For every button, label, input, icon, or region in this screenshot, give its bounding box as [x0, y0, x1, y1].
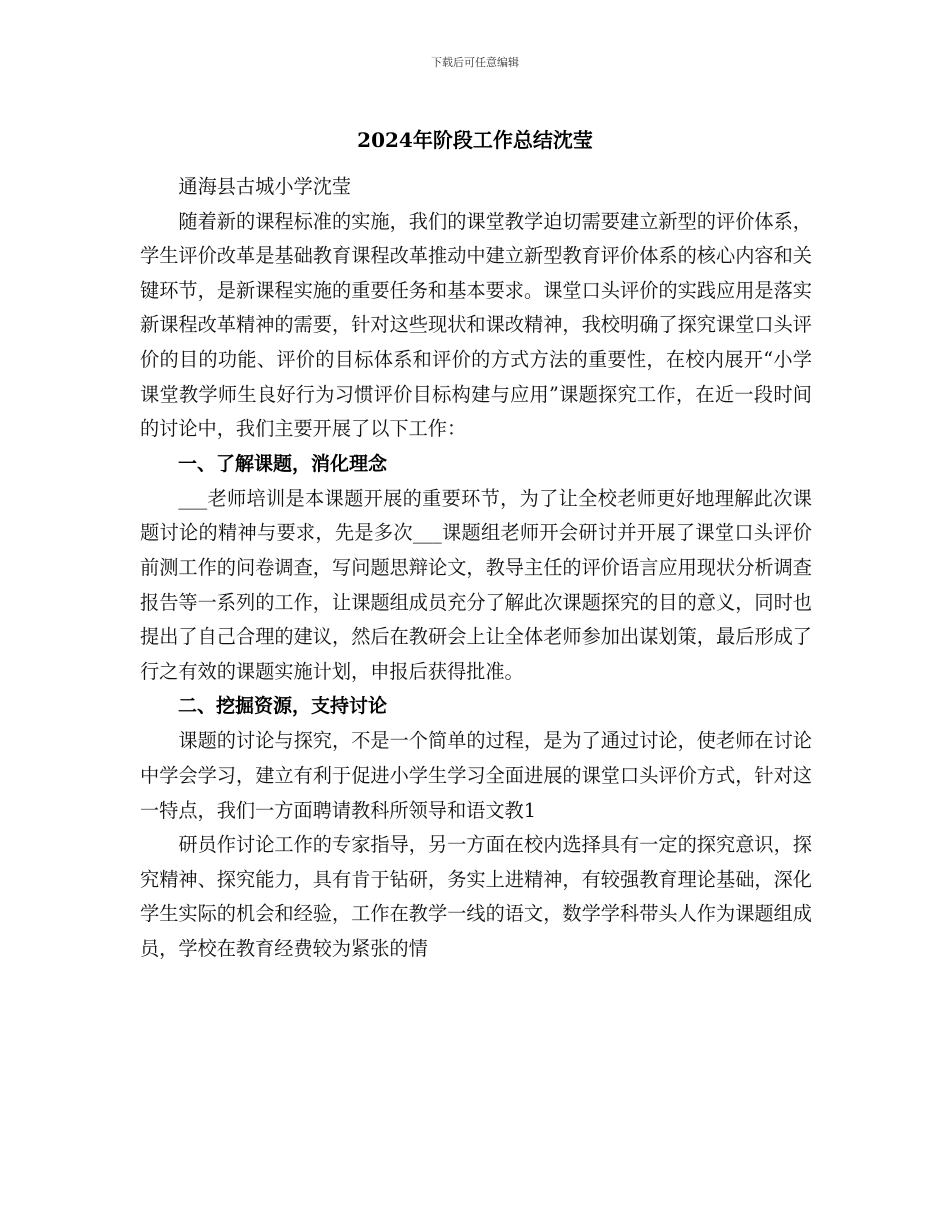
intro-paragraph: 随着新的课程标准的实施，我们的课堂教学迫切需要建立新型的评价体系，学生评价改革是基础教育课程改革推动中建立新型教育评价体系的核心内容和关键环节，是新课程实施的重要任务和基本要求。课堂口头评价的实践应用是落实新课程改革精神的需要，针对这些现状和课改精神，我校明确了探究课堂口头评价的目的功能、评价的目标体系和评价的方式方法的重要性，在校内展开“小学课堂教学师生良好行为习惯评价目标构建与应用”课题探究工作，在近一段时间的讨论中，我们主要开展了以下工作： — [140, 209, 812, 441]
section-heading-1: 一、了解课题，消化理念 — [178, 452, 388, 475]
section-1-paragraph: ___老师培训是本课题开展的重要环节，为了让全校老师更好地理解此次课题讨论的精神与要求，先是多次___课题组老师开会研讨并开展了课堂口头评价前测工作的问卷调查，写问题思辩论文，教导主任的评价语言应用现状分析调查报告等一系列的工作，让课题组成员充分了解此次课题探究的目的意义，同时也提出了自己合理的建议，然后在教研会上让全体老师参加出谋划策，最后形成了行之有效的课题实施计划，申报后获得批准。 — [140, 486, 812, 683]
document-title: 2024年阶段工作总结沈莹 — [357, 128, 593, 152]
page-header-note: 下载后可任意编辑 — [431, 56, 519, 69]
section-2-paragraph-continued: 研员作讨论工作的专家指导，另一方面在校内选择具有一定的探究意识，探究精神、探究能力，具有肯于钻研，务实上进精神，有较强教育理论基础，深化学生实际的机会和经验，工作在教学一线的语文，数学学科带头人作为课题组成员，学校在教育经费较为紧张的情 — [140, 833, 812, 960]
section-2-paragraph: 课题的讨论与探究，不是一个简单的过程，是为了通过讨论，使老师在讨论中学会学习，建立有利于促进小学生学习全面进展的课堂口头评价方式，针对这一特点，我们一方面聘请教科所领导和语文教1 — [140, 729, 812, 822]
document-body — [140, 170, 812, 966]
section-heading-2: 二、挖掘资源，支持讨论 — [178, 695, 388, 718]
author-line: 通海县古城小学沈莹 — [178, 175, 352, 198]
